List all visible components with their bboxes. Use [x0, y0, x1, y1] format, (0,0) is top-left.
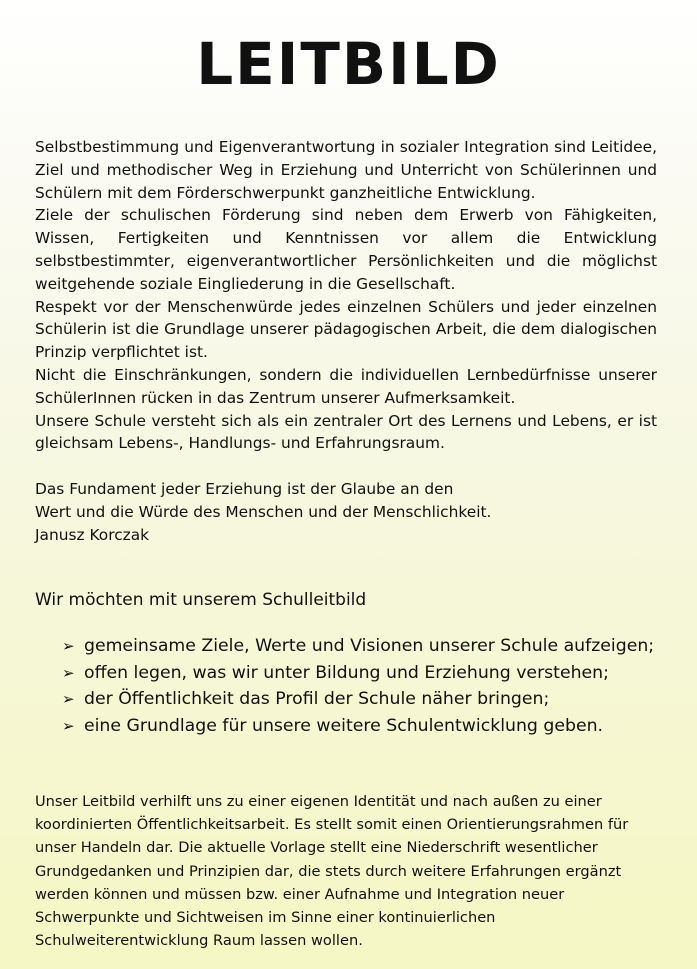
list-item-text: offen legen, was wir unter Bildung und Erziehung verstehen; [84, 662, 609, 683]
list-item [62, 686, 658, 713]
quote-line: Das Fundament jeder Erziehung ist der Glaube an den [35, 479, 454, 498]
quote-line: Wert und die Würde des Menschen und der Menschlichkeit. [35, 502, 492, 521]
arrow-bullet-icon: ➢ [62, 637, 75, 655]
list-item [62, 660, 658, 687]
arrow-bullet-icon: ➢ [62, 663, 75, 682]
arrow-bullet-icon: ➢ [62, 690, 75, 708]
spacer [35, 455, 657, 478]
intro-paragraph: Respekt vor der Menschenwürde jedes einzelnen Schülers und jeder einzelnen Schülerin ist die Grundlage unserer pädagogischen Arbeit, die dem dialogischen Prinzip verpflichtet ist. [35, 297, 657, 362]
list-item-text: der Öffentlichkeit das Profil der Schule näher bringen; [84, 689, 550, 709]
arrow-bullet-icon: ➢ [62, 716, 75, 735]
quote-block [35, 478, 657, 546]
quote-author: Janusz Korczak [35, 525, 150, 544]
closing-paragraph: Unser Leitbild verhilft uns zu einer eigenen Identität und nach außen zu einer koordinierten Öffentlichkeitsarbeit. Es stellt somit einen Orientierungsrahmen für unser Handeln dar. Die aktuelle Vorlage stellt eine Niederschrift wesentlicher Grundgedanken und Prinzipien dar, die stets durch weitere Erfahrungen ergänzt werden können und müssen bzw. einer Aufnahme und Integration neuer Schwerpunkte und Sichtweisen im Sinne einer kontinuierlichen Schulweiterentwicklung Raum lassen wollen. [35, 793, 629, 950]
goals-list [62, 633, 658, 739]
page-title: LEITBILD [196, 30, 501, 98]
list-item-text: eine Grundlage für unsere weitere Schulentwicklung geben. [84, 715, 604, 736]
intro-paragraph: Ziele der schulischen Förderung sind neben dem Erwerb von Fähigkeiten, Wissen, Fertigkeiten und Kenntnissen vor allem die Entwicklung selbstbestimmter, eigenverantwortlicher Persönlichkeiten und die möglichst weitgehende soziale Eingliederung in die Gesellschaft. [35, 206, 657, 293]
intro-paragraph: Selbstbestimmung und Eigenverantwortung in sozialer Integration sind Leitidee, Ziel und methodischer Weg in Erziehung und Unterricht von Schülerinnen und Schülern mit dem Förderschwerpunkt ganzheitliche Entwicklung. [35, 138, 657, 202]
list-item [62, 633, 658, 660]
intro-section [35, 136, 657, 546]
intro-paragraph: Unsere Schule versteht sich als ein zentraler Ort des Lernens und Lebens, er ist gleichsam Lebens-, Handlungs- und Erfahrungsraum. [35, 411, 657, 453]
list-item [62, 713, 658, 740]
intro-paragraph: Nicht die Einschränkungen, sondern die individuellen Lernbedürfnisse unserer SchülerInnen rücken in das Zentrum unserer Aufmerksamkeit. [35, 365, 657, 407]
list-item-text: gemeinsame Ziele, Werte und Visionen unserer Schule aufzeigen; [84, 636, 655, 656]
lead-text: Wir möchten mit unserem Schulleitbild [35, 590, 367, 610]
